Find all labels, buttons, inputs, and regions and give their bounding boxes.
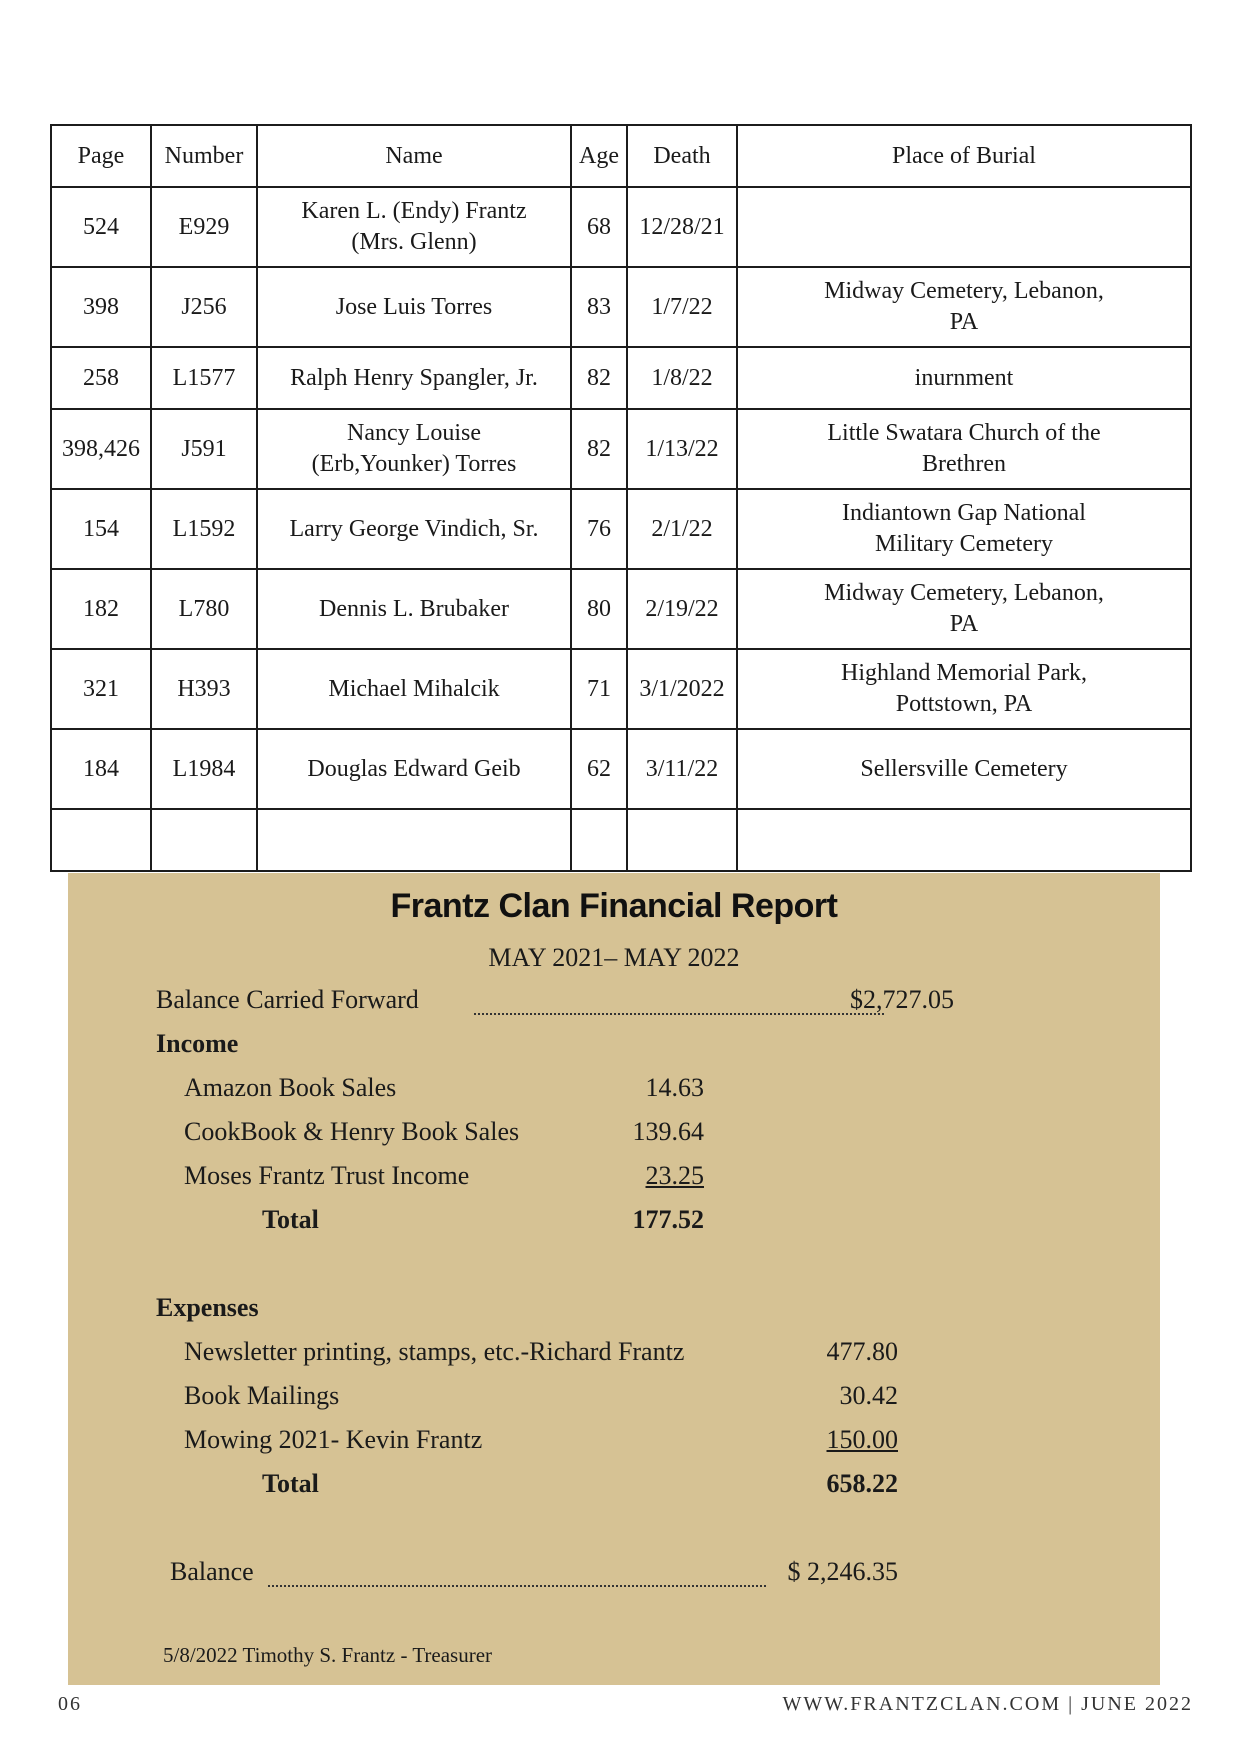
header-age: Age	[571, 125, 627, 187]
place-line: Indiantown Gap National	[842, 500, 1086, 526]
cell-number: L1984	[151, 729, 257, 809]
name-line: Nancy Louise	[347, 420, 481, 446]
dot-leader	[268, 1585, 766, 1587]
cell-age	[571, 809, 627, 871]
cell-place	[737, 409, 1191, 489]
cell-page	[51, 809, 151, 871]
name-line: Jose Luis Torres	[335, 293, 493, 320]
name-line: Ralph Henry Spangler, Jr.	[290, 364, 538, 391]
income-heading: Income	[156, 1029, 239, 1058]
place-line: Little Swatara Church of the	[827, 420, 1101, 446]
cell-page: 258	[51, 347, 151, 409]
expense-item	[184, 1381, 898, 1415]
report-title: Frantz Clan Financial Report	[390, 887, 838, 925]
header-place: Place of Burial	[737, 125, 1191, 187]
cell-age: 71	[571, 649, 627, 729]
income-item-label: CookBook & Henry Book Sales	[184, 1117, 520, 1146]
expense-total-value: 658.22	[826, 1469, 898, 1498]
header-page: Page	[51, 125, 151, 187]
balance-forward-label: Balance Carried Forward	[156, 985, 419, 1014]
income-item-value: 23.25	[645, 1161, 704, 1190]
table-body	[51, 187, 1191, 871]
cell-page: 398,426	[51, 409, 151, 489]
cell-age: 80	[571, 569, 627, 649]
expense-total	[184, 1469, 898, 1503]
financial-report	[68, 873, 1160, 1685]
place-line: Highland Memorial Park,	[841, 660, 1087, 686]
table-row	[51, 347, 1191, 409]
income-item	[184, 1073, 704, 1107]
cell-number: L780	[151, 569, 257, 649]
name-line: (Erb,Younker) Torres	[311, 451, 517, 477]
place-line: Sellersville Cemetery	[860, 755, 1068, 782]
income-total	[184, 1205, 704, 1239]
place-line: inurnment	[914, 364, 1014, 391]
expense-total-label: Total	[262, 1469, 319, 1498]
cell-place	[737, 649, 1191, 729]
expense-item-label: Newsletter printing, stamps, etc.-Richard Frantz	[184, 1337, 685, 1366]
cell-name	[257, 267, 571, 347]
expenses-heading: Expenses	[156, 1293, 259, 1322]
cell-death: 3/1/2022	[627, 649, 737, 729]
place-line: PA	[949, 309, 979, 335]
expense-item-value: 30.42	[839, 1381, 898, 1410]
expense-item-label: Book Mailings	[184, 1381, 340, 1410]
treasurer-signature-line: 5/8/2022 Timothy S. Frantz - Treasurer	[163, 1643, 493, 1667]
cell-page: 182	[51, 569, 151, 649]
table-header-row	[51, 125, 1191, 187]
balance-forward-line	[156, 985, 1036, 1019]
cell-death: 1/13/22	[627, 409, 737, 489]
cell-age: 68	[571, 187, 627, 267]
table-row	[51, 649, 1191, 729]
cell-place	[737, 809, 1191, 871]
name-line: Larry George Vindich, Sr.	[289, 515, 539, 542]
cell-name	[257, 569, 571, 649]
income-item-value: 139.64	[632, 1117, 704, 1146]
cell-place	[737, 729, 1191, 809]
cell-name	[257, 649, 571, 729]
cell-number: L1577	[151, 347, 257, 409]
table-row	[51, 489, 1191, 569]
income-total-label: Total	[262, 1205, 319, 1234]
cell-number: L1592	[151, 489, 257, 569]
cell-death: 1/8/22	[627, 347, 737, 409]
cell-page: 184	[51, 729, 151, 809]
dot-leader	[474, 1013, 884, 1015]
income-item	[184, 1161, 704, 1195]
income-item	[184, 1117, 704, 1151]
cell-name	[257, 409, 571, 489]
cell-age: 82	[571, 409, 627, 489]
table-row	[51, 569, 1191, 649]
balance-forward-value: $2,727.05	[850, 985, 954, 1014]
place-line: Brethren	[922, 451, 1006, 477]
cell-name	[257, 809, 571, 871]
header-death: Death	[627, 125, 737, 187]
name-line: Douglas Edward Geib	[307, 755, 521, 782]
cell-number: E929	[151, 187, 257, 267]
place-line: Military Cemetery	[875, 531, 1053, 557]
expense-item	[184, 1337, 898, 1371]
cell-death: 2/19/22	[627, 569, 737, 649]
cell-page: 398	[51, 267, 151, 347]
page-number: 06	[58, 1693, 82, 1715]
cell-death: 1/7/22	[627, 267, 737, 347]
name-line: Karen L. (Endy) Frantz	[301, 198, 527, 224]
cell-page: 321	[51, 649, 151, 729]
cell-page: 154	[51, 489, 151, 569]
cell-death: 3/11/22	[627, 729, 737, 809]
name-line: Michael Mihalcik	[328, 675, 500, 702]
cell-age: 76	[571, 489, 627, 569]
cell-number	[151, 809, 257, 871]
cell-place	[737, 347, 1191, 409]
income-item-label: Moses Frantz Trust Income	[184, 1161, 470, 1190]
table-row	[51, 729, 1191, 809]
cell-number: J591	[151, 409, 257, 489]
cell-place	[737, 267, 1191, 347]
balance-line	[170, 1557, 898, 1591]
cell-age: 82	[571, 347, 627, 409]
expense-item-value: 150.00	[826, 1425, 898, 1454]
cell-page: 524	[51, 187, 151, 267]
balance-value: $ 2,246.35	[787, 1557, 898, 1586]
cell-number: J256	[151, 267, 257, 347]
header-name: Name	[257, 125, 571, 187]
place-line: Midway Cemetery, Lebanon,	[824, 580, 1104, 606]
place-line: Midway Cemetery, Lebanon,	[824, 278, 1104, 304]
expense-item-label: Mowing 2021- Kevin Frantz	[184, 1425, 483, 1454]
balance-label: Balance	[170, 1557, 254, 1586]
cell-name	[257, 187, 571, 267]
expense-item-value: 477.80	[826, 1337, 898, 1366]
cell-number: H393	[151, 649, 257, 729]
cell-place	[737, 187, 1191, 267]
header-number: Number	[151, 125, 257, 187]
cell-death: 2/1/22	[627, 489, 737, 569]
name-line: (Mrs. Glenn)	[351, 229, 477, 255]
table-row	[51, 187, 1191, 267]
cell-place	[737, 569, 1191, 649]
expense-item	[184, 1425, 898, 1459]
cell-place	[737, 489, 1191, 569]
report-period: MAY 2021– MAY 2022	[488, 943, 740, 972]
cell-name	[257, 347, 571, 409]
table-row	[51, 267, 1191, 347]
table-row	[51, 409, 1191, 489]
cell-age: 83	[571, 267, 627, 347]
cell-death: 12/28/21	[627, 187, 737, 267]
footer-site-date: WWW.FRANTZCLAN.COM | JUNE 2022	[782, 1693, 1193, 1715]
obituary-table	[50, 124, 1192, 872]
cell-name	[257, 729, 571, 809]
cell-death	[627, 809, 737, 871]
cell-age: 62	[571, 729, 627, 809]
cell-name	[257, 489, 571, 569]
income-item-value: 14.63	[645, 1073, 704, 1102]
income-total-value: 177.52	[632, 1205, 704, 1234]
place-line: Pottstown, PA	[895, 691, 1033, 717]
empty-table-row	[51, 809, 1191, 871]
income-item-label: Amazon Book Sales	[184, 1073, 397, 1102]
name-line: Dennis L. Brubaker	[319, 595, 509, 622]
place-line: PA	[949, 611, 979, 637]
